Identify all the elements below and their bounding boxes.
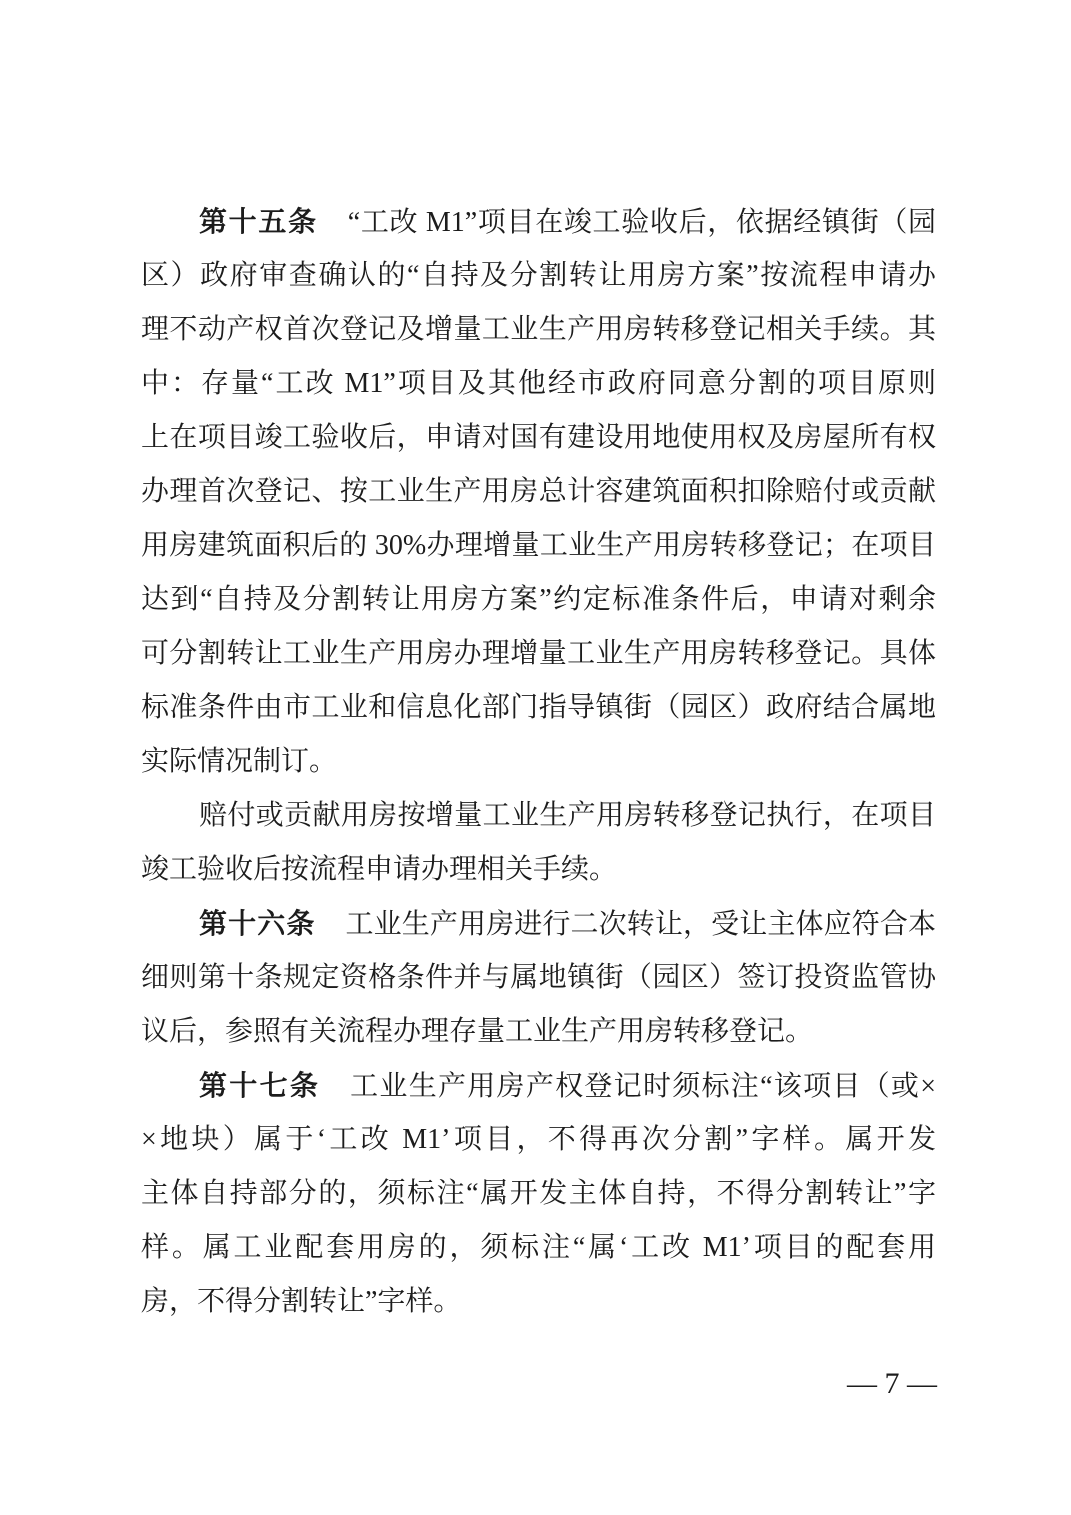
document-line <box>141 411 936 465</box>
document-line <box>141 573 936 627</box>
document-line <box>141 249 936 303</box>
article-number: 第十六条 <box>199 908 316 939</box>
document-line <box>141 1059 936 1113</box>
document-line <box>141 195 936 249</box>
line-text: 主体自持部分的，须标注“属开发主体自持，不得分割转让”字 <box>141 1178 936 1209</box>
line-text: 细则第十条规定资格条件并与属地镇街（园区）签订投资监管协 <box>141 962 936 993</box>
document-line <box>141 1221 936 1275</box>
page-number: — 7 — <box>847 1367 937 1400</box>
line-text: 实际情况制订。 <box>141 746 338 777</box>
line-text: 工业生产用房产权登记时须标注“该项目（或× <box>350 1071 936 1102</box>
line-text: 议后，参照有关流程办理存量工业生产用房转移登记。 <box>141 1016 814 1047</box>
line-text: 竣工验收后按流程申请办理相关手续。 <box>141 854 618 885</box>
line-text: 可分割转让工业生产用房办理增量工业生产用房转移登记。具体 <box>141 638 936 669</box>
line-text: 工业生产用房进行二次转让，受让主体应符合本 <box>345 909 936 940</box>
document-line <box>141 1113 936 1167</box>
line-text: 办理首次登记、按工业生产用房总计容建筑面积扣除赔付或贡献 <box>141 476 936 507</box>
document-line <box>141 1167 936 1221</box>
article-number: 第十五条 <box>199 206 318 237</box>
document-line <box>141 465 936 519</box>
document-line <box>141 1275 936 1329</box>
document-line <box>141 789 936 843</box>
document-line <box>141 357 936 411</box>
line-text: “工改 M1”项目在竣工验收后，依据经镇街（园 <box>347 207 936 238</box>
line-text: 中：存量“工改 M1”项目及其他经市政府同意分割的项目原则 <box>141 368 936 399</box>
line-text: ×地块）属于‘工改 M1’项目，不得再次分割”字样。属开发 <box>141 1124 936 1155</box>
document-line <box>141 951 936 1005</box>
article-number: 第十七条 <box>199 1070 321 1101</box>
line-text: 用房建筑面积后的 30%办理增量工业生产用房转移登记；在项目 <box>141 530 936 561</box>
document-line <box>141 681 936 735</box>
line-text: 房，不得分割转让”字样。 <box>141 1286 462 1317</box>
line-text: 样。属工业配套用房的，须标注“属‘工改 M1’项目的配套用 <box>141 1232 936 1263</box>
document-line <box>141 519 936 573</box>
document-line <box>141 843 936 897</box>
line-text: 达到“自持及分割转让用房方案”约定标准条件后，申请对剩余 <box>141 584 936 615</box>
document-line <box>141 897 936 951</box>
line-text: 赔付或贡献用房按增量工业生产用房转移登记执行，在项目 <box>199 800 936 831</box>
document-line <box>141 735 936 789</box>
line-text: 标准条件由市工业和信息化部门指导镇街（园区）政府结合属地 <box>141 692 936 723</box>
line-text: 区）政府审查确认的“自持及分割转让用房方案”按流程申请办 <box>141 260 936 291</box>
line-text: 上在项目竣工验收后，申请对国有建设用地使用权及房屋所有权 <box>141 422 936 453</box>
document-line <box>141 303 936 357</box>
document-line <box>141 1005 936 1059</box>
document-line <box>141 627 936 681</box>
document-body <box>141 195 936 1329</box>
line-text: 理不动产权首次登记及增量工业生产用房转移登记相关手续。其 <box>141 314 936 345</box>
